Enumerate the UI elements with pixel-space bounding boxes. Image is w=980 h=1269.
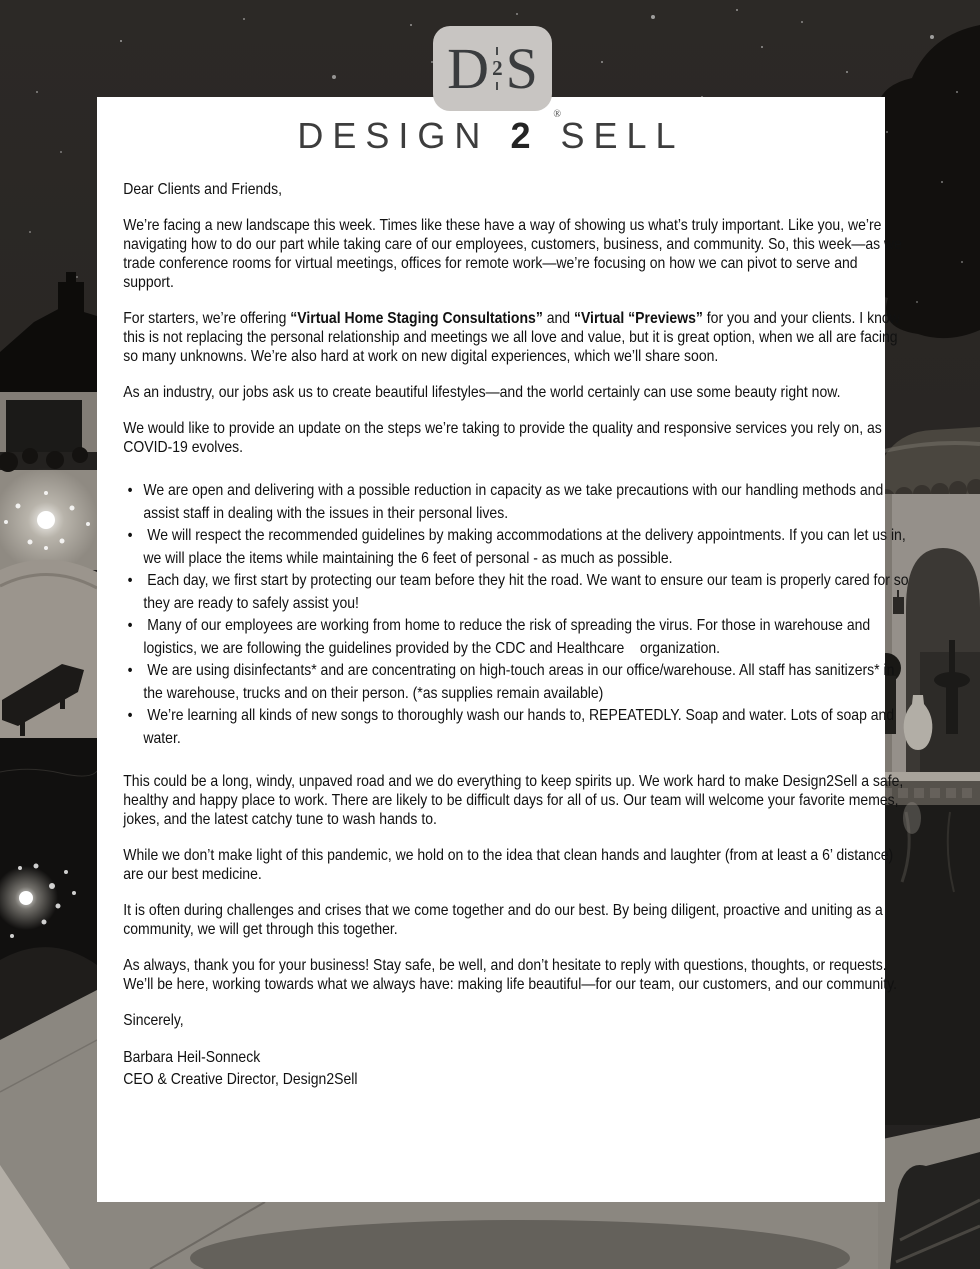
- registered-mark: ®: [553, 109, 561, 120]
- bullet-dot: •: [127, 662, 133, 679]
- list-item-text: We’re learning all kinds of new songs to thoroughly wash our hands to, REPEATEDLY. Soap and water. Lots of soap and water.: [143, 707, 899, 747]
- precautions-list: [123, 480, 911, 750]
- list-item: [123, 480, 911, 525]
- letter-body: [97, 180, 938, 1091]
- night-sky-stars: [0, 0, 2, 2]
- list-item: [123, 705, 911, 750]
- list-item-text: We will respect the recommended guidelines by making accommodations at the delivery appointments. If you can let us in, we will place the items while maintaining the 6 feet of personal - as much as possible.: [143, 527, 910, 567]
- list-item: [123, 615, 911, 660]
- bullet-dot: •: [127, 707, 133, 724]
- logo-center-divider: [492, 47, 503, 90]
- list-item: [123, 570, 911, 615]
- left-house-silhouette: [0, 272, 98, 760]
- logo-letter-s: S: [505, 35, 538, 101]
- list-item-text: We are using disinfectants* and are concentrating on high-touch areas in our office/warehouse. All staff has sanitizers* in the warehouse, trucks and on their person. (*as supplies remain available): [143, 662, 899, 702]
- list-item-text: We are open and delivering with a possible reduction in capacity as we take precautions with our handling methods and assist staff in dealing with the issues in their personal lives.: [143, 482, 888, 522]
- salutation: Dear Clients and Friends,: [123, 181, 282, 198]
- list-item: [123, 525, 911, 570]
- paragraph-update: We would like to provide an update on the steps we’re taking to provide the quality and responsive services you rely on, as COVID-19 evolves.: [123, 420, 886, 456]
- list-item-text: Each day, we first start by protecting our team before they hit the road. We want to ensure our team is properly cared for so they are ready to safely assist you!: [143, 572, 913, 612]
- signoff: Sincerely,: [123, 1012, 184, 1029]
- list-item-text: Many of our employees are working from home to reduce the risk of spreading the virus. For those in warehouse and logistics, we are following the guidelines provided by the CDC and Healthcare organization.: [143, 617, 875, 657]
- wordmark-sell: SELL: [560, 115, 685, 156]
- bullet-dot: •: [127, 617, 133, 634]
- logo-letter-d: D: [447, 35, 490, 101]
- bullet-dot: •: [127, 572, 133, 589]
- list-item: [123, 660, 911, 705]
- signature-title: CEO & Creative Director, Design2Sell: [123, 1071, 358, 1088]
- tick-bottom-icon: [496, 82, 498, 90]
- paragraph-offer: For starters, we’re offering “Virtual Home Staging Consultations” and “Virtual “Previews” for you and your clients. I know this is not replacing the personal relationship and meetings we all love and value, but it is great option, when we all are facing so many unknowns. We’re also hard at work on new digital experiences, which we’ll share soon.: [123, 310, 904, 365]
- paragraph-landscape: We’re facing a new landscape this week. Times like these have a way of showing us what’s truly important. Like you, we’re navigating how to do our part while taking care of our employees, customers, business, and community. So, this week—as we trade conference rooms for virtual meetings, offices for remote work—we’re focusing on how we can pivot to serve and support.: [123, 217, 906, 291]
- signature-block: [123, 1047, 911, 1091]
- tick-top-icon: [496, 47, 498, 55]
- signature-name: Barbara Heil-Sonneck: [123, 1049, 261, 1066]
- paragraph-industry: As an industry, our jobs ask us to create beautiful lifestyles—and the world certainly can use some beauty right now.: [123, 384, 841, 401]
- paragraph-together: It is often during challenges and crises that we come together and do our best. By being diligent, proactive and uniting as a community, we will get through this together.: [123, 902, 887, 938]
- pool-reflection-left: [0, 738, 97, 1038]
- paragraph-thanks: As always, thank you for your business! Stay safe, be well, and don’t hesitate to reply with questions, thoughts, or requests. We’ll be here, working towards what we always have: making life beautiful—for our team, our customers, and our community.: [123, 957, 897, 993]
- letter-page: [97, 97, 913, 1202]
- logo-digit-2: 2: [492, 56, 503, 80]
- bullet-dot: •: [127, 527, 133, 544]
- paragraph-road: This could be a long, windy, unpaved road and we do everything to keep spirits up. We work hard to make Design2Sell a safe, healthy and happy place to work. There are likely to be difficult days for all of us. Our team will welcome your favorite memes, jokes, and the latest catchy tune to wash hands to.: [123, 773, 908, 828]
- wordmark-2: 2: [510, 115, 540, 156]
- paragraph-pandemic: While we don’t make light of this pandemic, we hold on to the idea that clean hands and laughter (from at least a 6’ distance) are our best medicine.: [123, 847, 898, 883]
- bullet-dot: •: [127, 482, 133, 499]
- brand-logo-badge: [433, 26, 561, 120]
- wordmark-design: DESIGN: [297, 115, 490, 156]
